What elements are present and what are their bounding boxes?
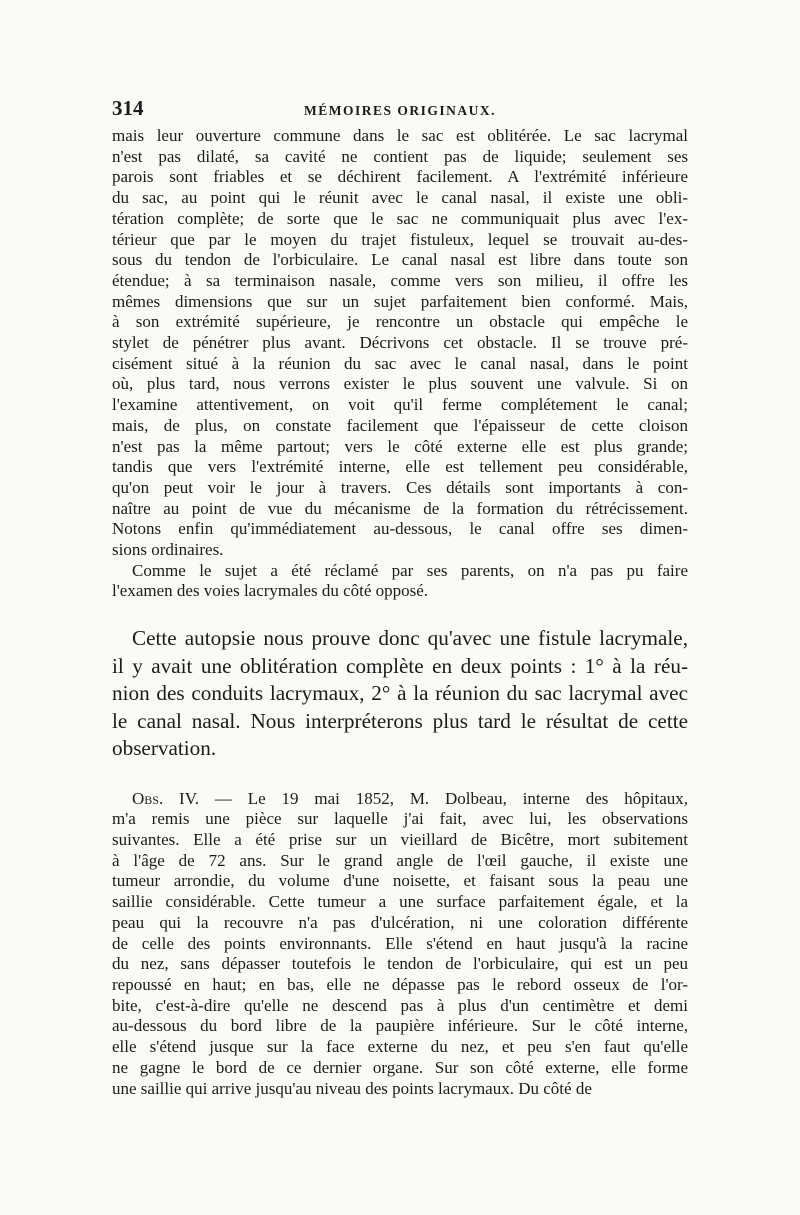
text-line: parois sont friables et se déchirent facilement. A l'extrémité inférieure: [112, 167, 688, 187]
page: [112, 96, 688, 1099]
text-line: de celle des points environnants. Elle s'étend en haut jusqu'à la racine: [112, 933, 688, 953]
text-line: n'est pas la même partout; vers le côté externe elle est plus grande;: [112, 436, 688, 456]
conclusion-paragraph: [112, 625, 688, 763]
observation-label: Obs. IV.: [132, 788, 200, 808]
text-line: où, plus tard, nous verrons exister le plus souvent une valvule. Si on: [112, 374, 688, 394]
text-line: repoussé en haut; en bas, elle ne dépasse pas le rebord osseux de l'or-: [112, 975, 688, 994]
text-line: mais leur ouverture commune dans le sac est oblitérée. Le sac lacrymal: [112, 126, 688, 145]
text-line: étendue; à sa terminaison nasale, comme vers son milieu, il offre les: [112, 270, 688, 290]
text-line: térieur que par le moyen du trajet fistuleux, lequel se trouvait au-des-: [112, 229, 688, 249]
text-line: peau qui la recouvre n'a pas d'ulcération, ni une coloration différente: [112, 912, 688, 932]
text-line: stylet de pénétrer plus avant. Décrivons cet obstacle. Il se trouve pré-: [112, 333, 688, 353]
text-line: ne gagne le bord de ce dernier organe. Sur son côté externe, elle forme: [112, 1057, 688, 1077]
text-line: elle s'étend jusque sur la face externe du nez, et peu s'en faut qu'elle: [112, 1037, 688, 1057]
text-line: mêmes dimensions que sur un sujet parfaitement bien conformé. Mais,: [112, 291, 688, 311]
text-line: au-dessous du bord libre de la paupière inférieure. Sur le côté interne,: [112, 1016, 688, 1036]
text-line: observation.: [112, 736, 217, 761]
text-line: mais, de plus, on constate facilement que l'épaisseur de cette cloison: [112, 415, 688, 435]
text-line: m'a remis une pièce sur laquelle j'ai fait, avec lui, les observations: [112, 809, 688, 829]
text-line: naître au point de vue du mécanisme de la formation du rétrécissement.: [112, 498, 688, 518]
text-line: Notons enfin qu'immédiatement au-dessous, le canal offre ses dimen-: [112, 519, 688, 539]
text-line: à l'âge de 72 ans. Sur le grand angle de l'œil gauche, il existe une: [112, 850, 688, 870]
text-line: nion des conduits lacrymaux, 2° à la réunion du sac lacrymal avec: [112, 681, 688, 706]
text-line: du sac, au point qui le réunit avec le canal nasal, il existe une obli-: [112, 188, 688, 208]
text-line: Comme le sujet a été réclamé par ses parents, on n'a pas pu faire: [132, 560, 688, 580]
text-line: suivantes. Elle a été prise sur un vieillard de Bicêtre, mort subitement: [112, 830, 688, 850]
text-line: du nez, sans dépasser toutefois le tendon de l'orbiculaire, qui est un peu: [112, 954, 688, 974]
running-title: MÉMOIRES ORIGINAUX.: [304, 103, 497, 118]
text-line: à son extrémité supérieure, je rencontre un obstacle qui empêche le: [112, 312, 688, 332]
page-header: [112, 96, 688, 122]
text-line: saillie considérable. Cette tumeur a une surface parfaitement égale, et la: [112, 892, 688, 912]
text-line: n'est pas dilaté, sa cavité ne contient pas de liquide; seulement ses: [112, 146, 688, 166]
text-line: tération complète; de sorte que le sac ne communiquait plus avec l'ex-: [112, 208, 688, 228]
text-line: [112, 789, 688, 810]
text-line: tandis que vers l'extrémité interne, elle est tellement peu considérable,: [112, 457, 688, 477]
text-line: tumeur arrondie, du volume d'une noisette, et faisant sous la peau une: [112, 871, 688, 891]
paragraph-2: [112, 561, 688, 602]
page-number: 314: [112, 96, 144, 120]
text-line: qu'on peut voir le jour à travers. Ces détails sont importants à con-: [112, 477, 688, 497]
paragraph-1: [112, 126, 688, 561]
observation-text: — Le 19 mai 1852, M. Dolbeau, interne des hôpitaux,: [199, 788, 688, 808]
text-line: sions ordinaires.: [112, 540, 224, 560]
text-line: Cette autopsie nous prouve donc qu'avec une fistule lacrymale,: [132, 626, 688, 651]
text-line: bite, c'est-à-dire qu'elle ne descend pas à plus d'un centimètre et demi: [112, 995, 688, 1015]
text-line: une saillie qui arrive jusqu'au niveau des points lacrymaux. Du côté de: [112, 1078, 592, 1098]
observation-paragraph: [112, 789, 688, 1100]
text-line: le canal nasal. Nous interpréterons plus tard le résultat de cette: [112, 708, 688, 733]
text-line: il y avait une oblitération complète en deux points : 1° à la réu-: [112, 653, 688, 678]
text-line: sous du tendon de l'orbiculaire. Le canal nasal est libre dans toute son: [112, 250, 688, 270]
text-line: l'examine attentivement, on voit qu'il ferme complétement le canal;: [112, 395, 688, 415]
text-line: l'examen des voies lacrymales du côté opposé.: [112, 581, 429, 601]
text-line: cisément situé à la réunion du sac avec le canal nasal, dans le point: [112, 353, 688, 373]
